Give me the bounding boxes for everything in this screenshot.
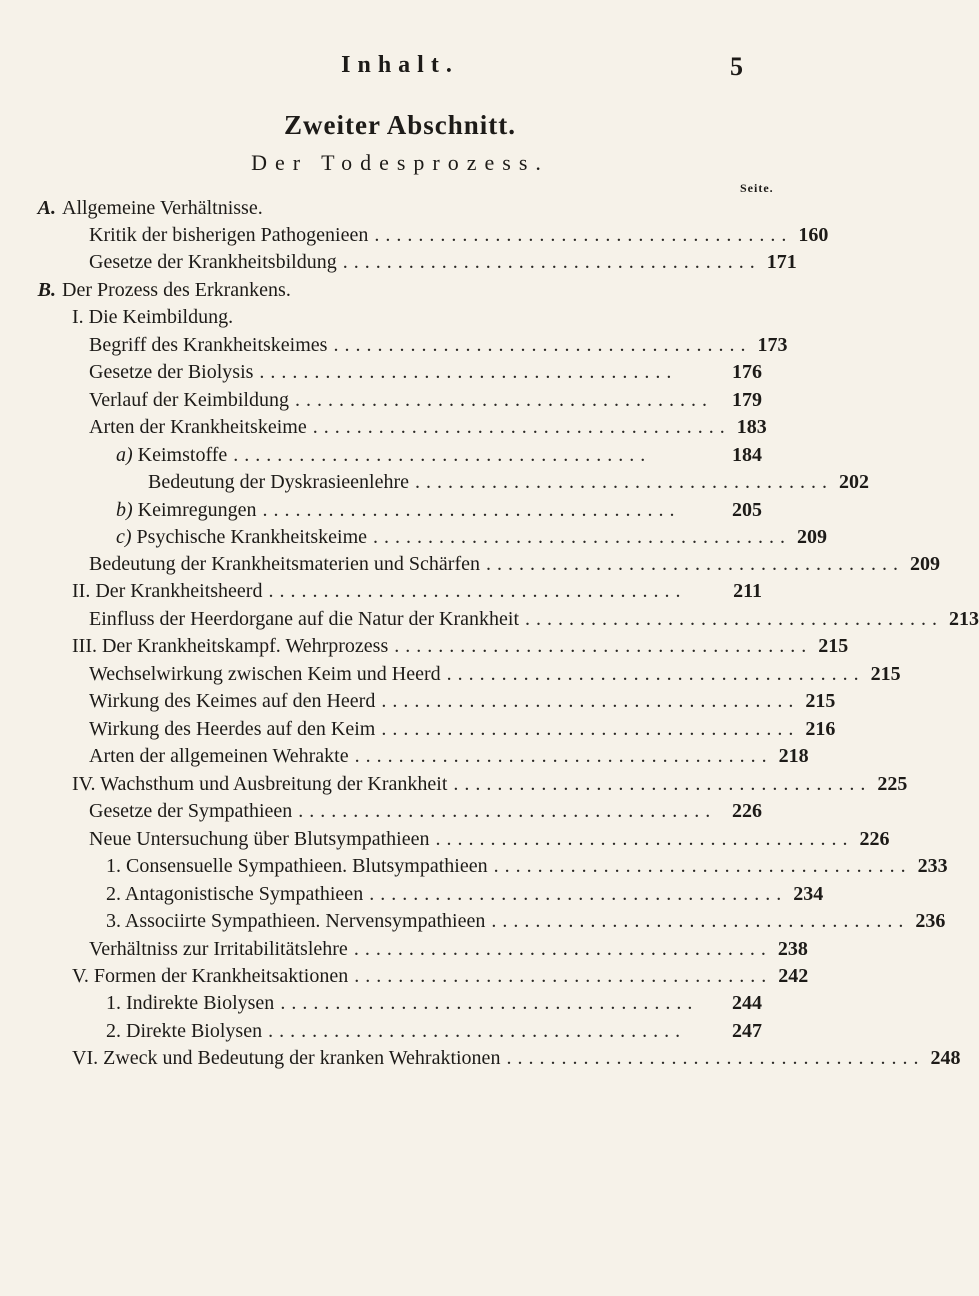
toc-label: Psychische Krankheitskeime [136,526,368,548]
toc-page: 247 [732,1020,762,1042]
toc-entry [116,444,762,472]
toc-page: 242 [778,965,809,987]
toc-page: 160 [798,224,829,246]
toc-entry [89,224,829,252]
toc-page: 215 [805,690,836,712]
toc-page: 171 [766,251,797,273]
toc-label: 1. Indirekte Biolysen [106,992,275,1014]
toc-entry [89,718,836,746]
toc-page: 202 [839,471,870,493]
toc-label: Kritik der bisherigen Pathogenieen [89,224,369,246]
toc-page: 209 [797,526,828,548]
toc-page: 248 [930,1047,961,1069]
toc-leader: ...................................... [491,910,910,932]
toc-label: II. Der Krankheitsheerd [72,580,263,602]
toc-label: Verhältniss zur Irritabilitätslehre [89,938,348,960]
toc-leader: ...................................... [381,690,800,712]
toc-marker: B. [37,279,56,301]
toc-label: Wirkung des Heerdes auf den Keim [89,718,376,740]
toc-label: Der Prozess des Erkrankens. [62,279,291,301]
toc-page: 226 [732,800,762,822]
toc-entry [89,553,940,581]
toc-page: 218 [778,745,809,767]
toc-entry [72,635,849,663]
toc-label: Bedeutung der Dyskrasieenlehre [148,471,410,493]
toc-marker: A. [37,197,56,219]
toc-leader: ...................................... [381,718,800,740]
page-number: 5 [730,52,743,81]
toc-page: 213 [949,608,979,630]
toc-leader: ...................................... [394,635,813,657]
toc-entry [89,251,797,279]
toc-entry [72,1047,961,1075]
toc-label: Allgemeine Verhältnisse. [62,197,263,219]
toc-label: I. Die Keimbildung. [72,306,234,328]
toc-leader: ...................................... [262,499,681,521]
toc-label: Gesetze der Biolysis [89,361,254,383]
toc-letter: b) [116,499,133,521]
toc-label: III. Der Krankheitskampf. Wehrprozess [72,635,389,657]
toc-label: IV. Wachsthum und Ausbreitung der Krankheit [72,773,448,795]
toc-heading-b [37,279,762,307]
toc-page: 173 [757,334,788,356]
section-heading: Zweiter Abschnitt. [284,110,516,140]
toc-label: Neue Untersuchung über Blutsympathieen [89,828,430,850]
toc-label: V. Formen der Krankheitsaktionen [72,965,349,987]
toc-leader: ...................................... [353,938,772,960]
toc-entry [89,416,767,444]
toc-letter: a) [116,444,133,466]
toc-page: 179 [732,389,762,411]
toc-page: 226 [859,828,890,850]
toc-label: Bedeutung der Krankheitsmaterien und Schärfen [89,553,480,575]
toc-leader: ...................................... [446,663,865,685]
toc-leader: ...................................... [493,855,912,877]
toc-leader: ...................................... [268,1020,687,1042]
toc-label: Arten der allgemeinen Wehrakte [89,745,349,767]
toc-page: 215 [818,635,849,657]
toc-label: Gesetze der Krankheitsbildung [89,251,337,273]
toc-entry [116,526,828,554]
toc-page: 176 [732,361,762,383]
toc-page: 236 [915,910,946,932]
toc-leader: ...................................... [298,800,717,822]
toc-label: 1. Consensuelle Sympathieen. Blutsympathieen [106,855,488,877]
toc-entry [106,883,824,911]
toc-label: 2. Antagonistische Sympathieen [106,883,364,905]
toc-page: 215 [870,663,901,685]
toc-entry [106,910,946,938]
toc-label: Begriff des Krankheitskeimes [89,334,328,356]
section-subheading: Der Todesprozess. [251,150,549,175]
toc-label: 3. Associirte Sympathieen. Nervensympathieen [106,910,486,932]
toc-entry [89,800,762,828]
running-head-title: Inhalt. [341,52,459,78]
toc-heading-a [37,197,762,225]
toc-leader: ...................................... [373,526,792,548]
toc-leader: ...................................... [354,965,773,987]
toc-leader: ...................................... [506,1047,925,1069]
toc-leader: ...................................... [294,389,713,411]
toc-leader: ...................................... [374,224,793,246]
toc-page: 233 [917,855,948,877]
toc-label: VI. Zweck und Bedeutung der kranken Wehraktionen [72,1047,501,1069]
toc-label: 2. Direkte Biolysen [106,1020,263,1042]
toc-leader: ...................................... [259,361,678,383]
toc-page: 183 [736,416,767,438]
toc-entry [89,334,788,362]
toc-letter: c) [116,526,132,548]
toc-entry [89,690,836,718]
toc-page: 238 [777,938,808,960]
toc-entry [89,938,808,966]
toc-leader: ...................................... [415,471,834,493]
toc-label: Wirkung des Keimes auf den Heerd [89,690,376,712]
toc-page: 211 [733,580,762,602]
toc-page: 209 [909,553,940,575]
toc-leader: ...................................... [333,334,752,356]
toc-label: Einfluss der Heerdorgane auf die Natur der Krankheit [89,608,520,630]
toc-leader: ...................................... [342,251,761,273]
toc-entry [116,499,762,527]
toc-entry [106,1020,762,1048]
toc-entry [72,965,809,993]
toc-label: Keimregungen [137,499,257,521]
toc-label: Wechselwirkung zwischen Keim und Heerd [89,663,441,685]
toc-leader: ...................................... [233,444,652,466]
toc-page: 184 [732,444,762,466]
toc-entry [148,471,870,499]
page-column-label: Seite. [740,181,774,195]
toc-entry [106,855,948,883]
toc-page: 244 [732,992,762,1014]
toc-leader: ...................................... [354,745,773,767]
toc-entry [72,580,762,608]
toc-leader: ...................................... [369,883,788,905]
toc-label: Gesetze der Sympathieen [89,800,293,822]
toc-label: Verlauf der Keimbildung [89,389,289,411]
toc-entry [89,745,809,773]
toc-entry [89,828,890,856]
toc-label: Arten der Krankheitskeime [89,416,307,438]
toc-leader: ...................................... [525,608,944,630]
toc-page: 205 [732,499,762,521]
toc-leader: ...................................... [268,580,687,602]
toc-leader: ...................................... [280,992,699,1014]
toc-leader: ...................................... [435,828,854,850]
toc-entry [89,361,762,389]
toc-leader: ...................................... [312,416,731,438]
toc-entry [72,773,908,801]
toc-page: 234 [793,883,824,905]
toc-label: Keimstoffe [137,444,228,466]
toc-subheading [72,306,762,334]
toc-entry [89,608,979,636]
running-head [0,52,800,82]
toc-entry [106,992,762,1020]
toc-leader: ...................................... [485,553,904,575]
toc-leader: ...................................... [453,773,872,795]
toc-entry [89,663,901,691]
toc-page: 225 [877,773,908,795]
toc-entry [89,389,762,417]
toc-page: 216 [805,718,836,740]
